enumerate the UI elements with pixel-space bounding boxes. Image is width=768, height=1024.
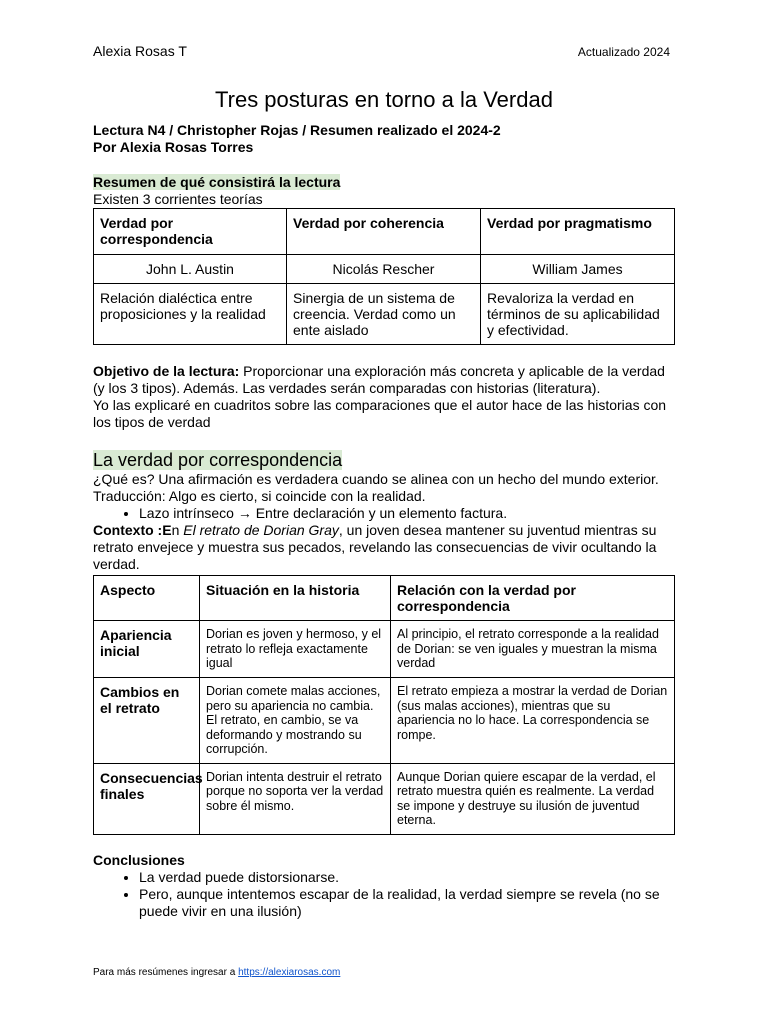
objective-paragraph [93,363,675,397]
list-item: • Pero, aunque intentemos escapar de la realidad, la verdad siempre se revela (no se puede vivir en una ilusión) [139,886,675,920]
theory-author: John L. Austin [94,255,287,284]
page-title: Tres posturas en torno a la Verdad [215,87,553,112]
story-table [93,575,675,835]
theories-description-row [94,284,675,345]
theory-description: Relación dialéctica entre proposiciones y la realidad [94,284,287,345]
conclusions-list [93,869,675,920]
header-author: Alexia Rosas T [93,43,187,59]
footer [93,967,340,978]
story-header: Aspecto [94,576,200,621]
table-row [94,678,675,764]
conclusions-heading: Conclusiones [93,851,185,868]
footer-text: Para más resúmenes ingresar a [93,967,239,978]
theory-author: William James [481,255,675,284]
theory-description: Sinergia de un sistema de creencia. Verdad como un ente aislado [287,284,481,345]
table-row [94,621,675,678]
story-header-row [94,576,675,621]
story-situation: Dorian es joven y hermoso, y el retrato lo refleja exactamente igual [200,621,391,678]
context-label: Contexto :E [93,522,172,538]
story-relation: Al principio, el retrato corresponde a la realidad de Dorian: se ven iguales y muestran la misma verdad [391,621,675,678]
list-item: • La verdad puede distorsionarse. [139,869,675,886]
objective-label: Objetivo de la lectura: [93,363,240,379]
story-situation: Dorian intenta destruir el retrato porque no soporta ver la verdad sobre él mismo. [200,763,391,834]
story-aspect: Cambios en el retrato [94,678,200,764]
context-text: , un joven desea mantener su juventud mientras su retrato envejece y muestra sus pecados, revelando las consecuencias de vivir ocultando la verdad. [93,522,657,572]
header-updated: Actualizado 2024 [577,45,670,59]
subtitle-line-1: Lectura N4 / Christopher Rojas / Resumen realizado el 2024-2 [93,122,501,138]
table-row [94,763,675,834]
summary-intro: Existen 3 corrientes teorías [93,191,263,207]
section-bullets [93,505,675,522]
section-what-is: ¿Qué es? Una afirmación es verdadera cuando se alinea con un hecho del mundo exterior. [93,471,659,487]
section-heading-wrap [93,449,675,471]
theory-header: Verdad por correspondencia [94,209,287,255]
story-aspect: Apariencia inicial [94,621,200,678]
summary-heading-wrap [93,174,675,191]
footer-link[interactable]: https://alexiarosas.com [238,967,341,978]
theory-header: Verdad por coherencia [287,209,481,255]
objective-text: Proporcionar una exploración más concreta y aplicable de la verdad (y los 3 tipos). Además. Las verdades serán comparadas con historias (literatura). [93,363,665,396]
story-header: Relación con la verdad por correspondencia [391,576,675,621]
theories-author-row [94,255,675,284]
story-relation: Aunque Dorian quiere escapar de la verdad, el retrato muestra quién es realmente. La verdad se impone y destruye su ilusión de juventud eterna. [391,763,675,834]
theories-table [93,208,675,345]
context-paragraph [93,522,675,573]
story-header: Situación en la historia [200,576,391,621]
summary-heading: Resumen de qué consistirá la lectura [93,174,341,190]
context-book-title: El retrato de Dorian Gray [183,522,339,538]
theory-author: Nicolás Rescher [287,255,481,284]
section-translation: Traducción: Algo es cierto, si coincide con la realidad. [93,488,426,504]
theories-header-row [94,209,675,255]
story-aspect: Consecuencias finales [94,763,200,834]
story-relation: El retrato empieza a mostrar la verdad de Dorian (sus malas acciones), mientras que su apariencia no lo hace. La correspondencia se rompe. [391,678,675,764]
context-n: n [171,522,184,538]
list-item: • Lazo intrínseco → Entre declaración y un elemento factura. [139,505,675,522]
theory-description: Revaloriza la verdad en términos de su aplicabilidad y efectividad. [481,284,675,345]
story-situation: Dorian comete malas acciones, pero su apariencia no cambia. El retrato, en cambio, se va deformando y mostrando su corrupción. [200,678,391,764]
subtitle-line-2: Por Alexia Rosas Torres [93,139,254,155]
section-heading: La verdad por correspondencia [93,450,343,470]
objective-note: Yo las explicaré en cuadritos sobre las comparaciones que el autor hace de las historias con los tipos de verdad [93,397,667,430]
document-body [93,86,675,920]
theory-header: Verdad por pragmatismo [481,209,675,255]
